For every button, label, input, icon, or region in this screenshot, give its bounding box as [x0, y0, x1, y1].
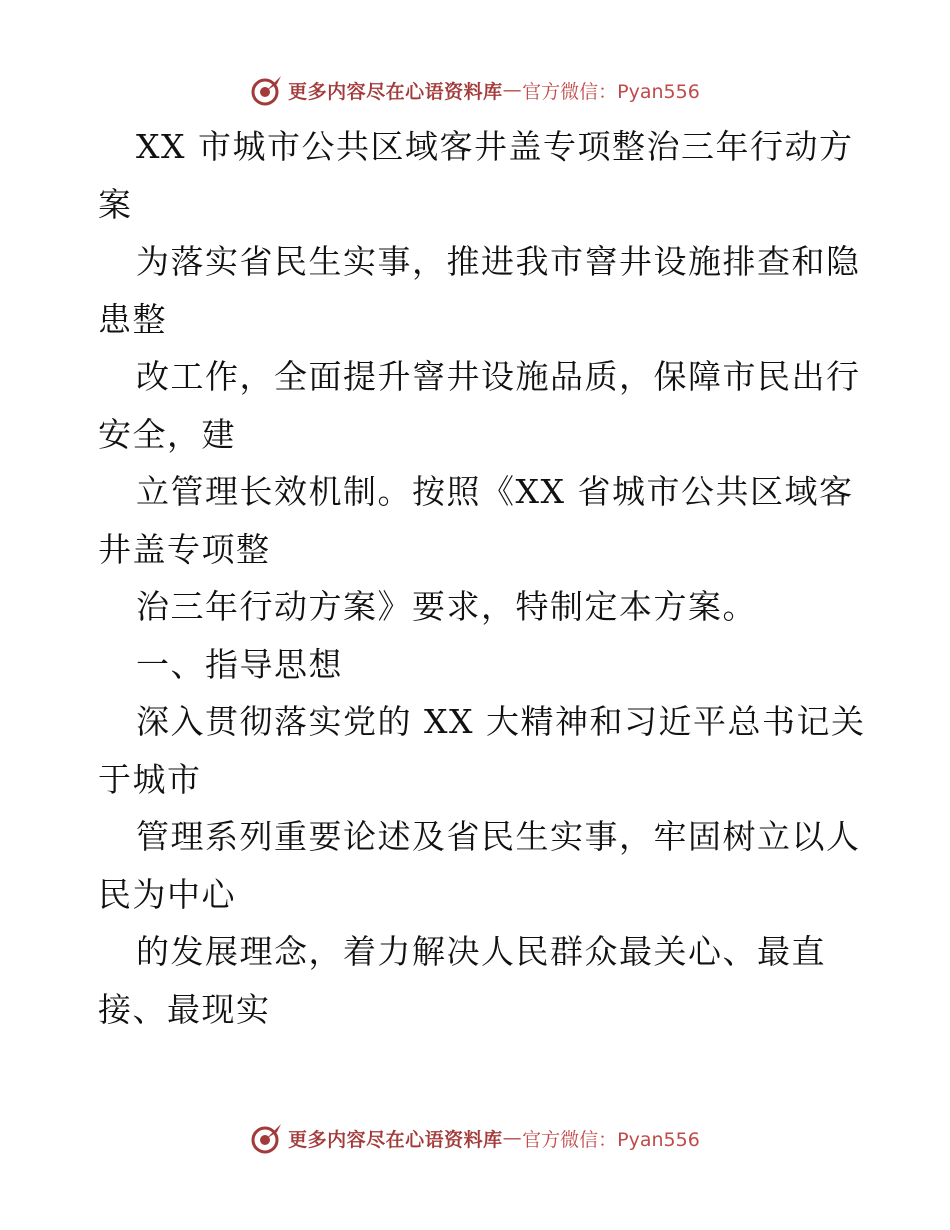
banner-separator: — — [502, 79, 523, 101]
quill-logo-icon — [250, 1121, 284, 1155]
document-line: 于城市 — [98, 759, 202, 799]
document-line: 案 — [98, 184, 133, 224]
document-line: 井盖专项整 — [98, 529, 271, 569]
banner-title: 更多内容尽在心语资料库 — [288, 80, 503, 103]
document-line: 患整 — [98, 299, 167, 339]
document-line: 安全，建 — [98, 414, 236, 454]
quill-logo-icon — [250, 73, 284, 107]
document-line: 治三年行动方案》要求，特制定本方案。 — [136, 587, 757, 626]
document-line: 为落实省民生实事，推进我市窨井设施排查和隐 — [136, 242, 861, 281]
document-line: 立管理长效机制。按照《XX 省城市公共区域客 — [136, 472, 854, 511]
banner-wechat: 官方微信：Pyan556 — [522, 1128, 700, 1151]
document-line: 民为中心 — [98, 874, 236, 914]
document-line: 改工作，全面提升窨井设施品质，保障市民出行 — [136, 357, 861, 396]
banner-wechat: 官方微信：Pyan556 — [522, 80, 700, 103]
document-line: 管理系列重要论述及省民生实事，牢固树立以人 — [136, 817, 861, 856]
banner-title: 更多内容尽在心语资料库 — [288, 1128, 503, 1151]
document-line: 一、指导思想 — [136, 644, 343, 684]
document-line: 接、最现实 — [98, 989, 271, 1029]
document-body — [98, 118, 888, 1038]
header-watermark-banner — [0, 70, 950, 110]
document-line: XX 市城市公共区域客井盖专项整治三年行动方 — [136, 127, 854, 166]
document-line: 深入贯彻落实党的 XX 大精神和习近平总书记关 — [136, 702, 866, 741]
footer-watermark-banner — [0, 1118, 950, 1158]
banner-separator: — — [502, 1127, 523, 1149]
document-line: 的发展理念，着力解决人民群众最关心、最直 — [136, 932, 826, 971]
